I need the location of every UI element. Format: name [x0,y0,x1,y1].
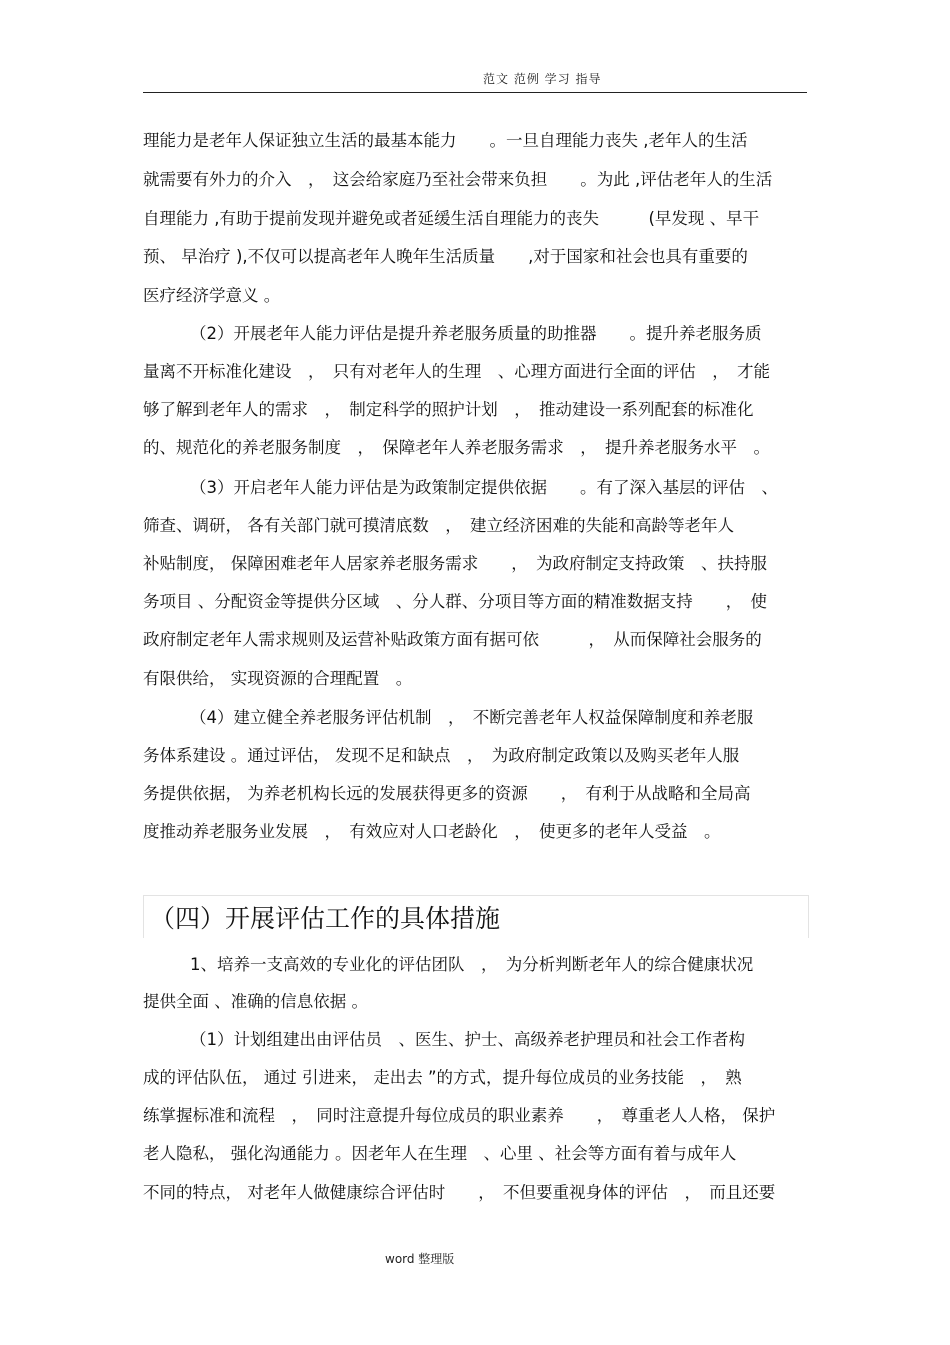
body-line: 的、规范化的养老服务制度 ， 保障老年人养老服务需求 ， 提升养老服务水平 。 [143,438,770,457]
body-line: 务提供依据， 为养老机构长远的发展获得更多的资源 ， 有利于从战略和全局高 [143,784,751,803]
section-line: 不同的特点， 对老年人做健康综合评估时 ， 不但要重视身体的评估 ， 而且还要 [143,1183,776,1202]
body-line: （4）建立健全养老服务评估机制 ， 不断完善老年人权益保障制度和养老服 [190,708,754,727]
body-line: 务项目 、分配资金等提供分区域 、分人群、分项目等方面的精准数据支持 ， 使 [143,592,767,611]
page-header [143,64,807,93]
header-text: 范文 范例 学习 指导 [483,72,602,86]
body-line: 度推动养老服务业发展 ， 有效应对人口老龄化 ， 使更多的老年人受益 。 [143,822,721,841]
section-line: 成的评估队伍， 通过 引进来， 走出去 ”的方式，提升每位成员的业务技能 ， 熟 [143,1068,742,1087]
body-line: 理能力是老年人保证独立生活的最基本能力 。一旦自理能力丧失 ,老年人的生活 [143,131,748,150]
section-title: （四）开展评估工作的具体措施 [150,904,501,933]
body-line: 预、 早治疗 ),不仅可以提高老年人晚年生活质量 ,对于国家和社会也具有重要的 [143,247,748,266]
section-line: 老人隐私， 强化沟通能力 。因老年人在生理 、心里 、社会等方面有着与成年人 [143,1144,737,1163]
page-footer: word 整理版 [385,1252,455,1266]
body-line: 量离不开标准化建设 ， 只有对老年人的生理 、心理方面进行全面的评估 ， 才能 [143,362,770,381]
body-line: （3）开启老年人能力评估是为政策制定提供依据 。有了深入基层的评估 、 [190,478,778,497]
section-line: 1、培养一支高效的专业化的评估团队 ， 为分析判断老年人的综合健康状况 [190,955,754,974]
body-line: 医疗经济学意义 。 [143,286,281,305]
section-line: 提供全面 、准确的信息依据 。 [143,992,368,1011]
body-line: 筛查、调研， 各有关部门就可摸清底数 ， 建立经济困难的失能和高龄等老年人 [143,516,734,535]
body-line: 政府制定老年人需求规则及运营补贴政策方面有据可依 ， 从而保障社会服务的 [143,630,762,649]
body-line: 务体系建设 。通过评估， 发现不足和缺点 ， 为政府制定政策以及购买老年人服 [143,746,740,765]
body-line: 就需要有外力的介入 ， 这会给家庭乃至社会带来负担 。为此 ,评估老年人的生活 [143,170,773,189]
section-line: （1）计划组建出由评估员 、医生、护士、高级养老护理员和社会工作者构 [190,1030,745,1049]
body-line: 够了解到老年人的需求 ， 制定科学的照护计划 ， 推动建设一系列配套的标准化 [143,400,754,419]
section-line: 练掌握标准和流程 ， 同时注意提升每位成员的职业素养 ， 尊重老人人格， 保护 [143,1106,776,1125]
body-line: 自理能力 ,有助于提前发现并避免或者延缓生活自理能力的丧失 (早发现 、早干 [143,209,760,228]
body-line: 有限供给， 实现资源的合理配置 。 [143,669,413,688]
body-line: 补贴制度， 保障困难老年人居家养老服务需求 ， 为政府制定支持政策 、扶持服 [143,554,767,573]
body-line: （2）开展老年人能力评估是提升养老服务质量的助推器 。提升养老服务质 [190,324,762,343]
